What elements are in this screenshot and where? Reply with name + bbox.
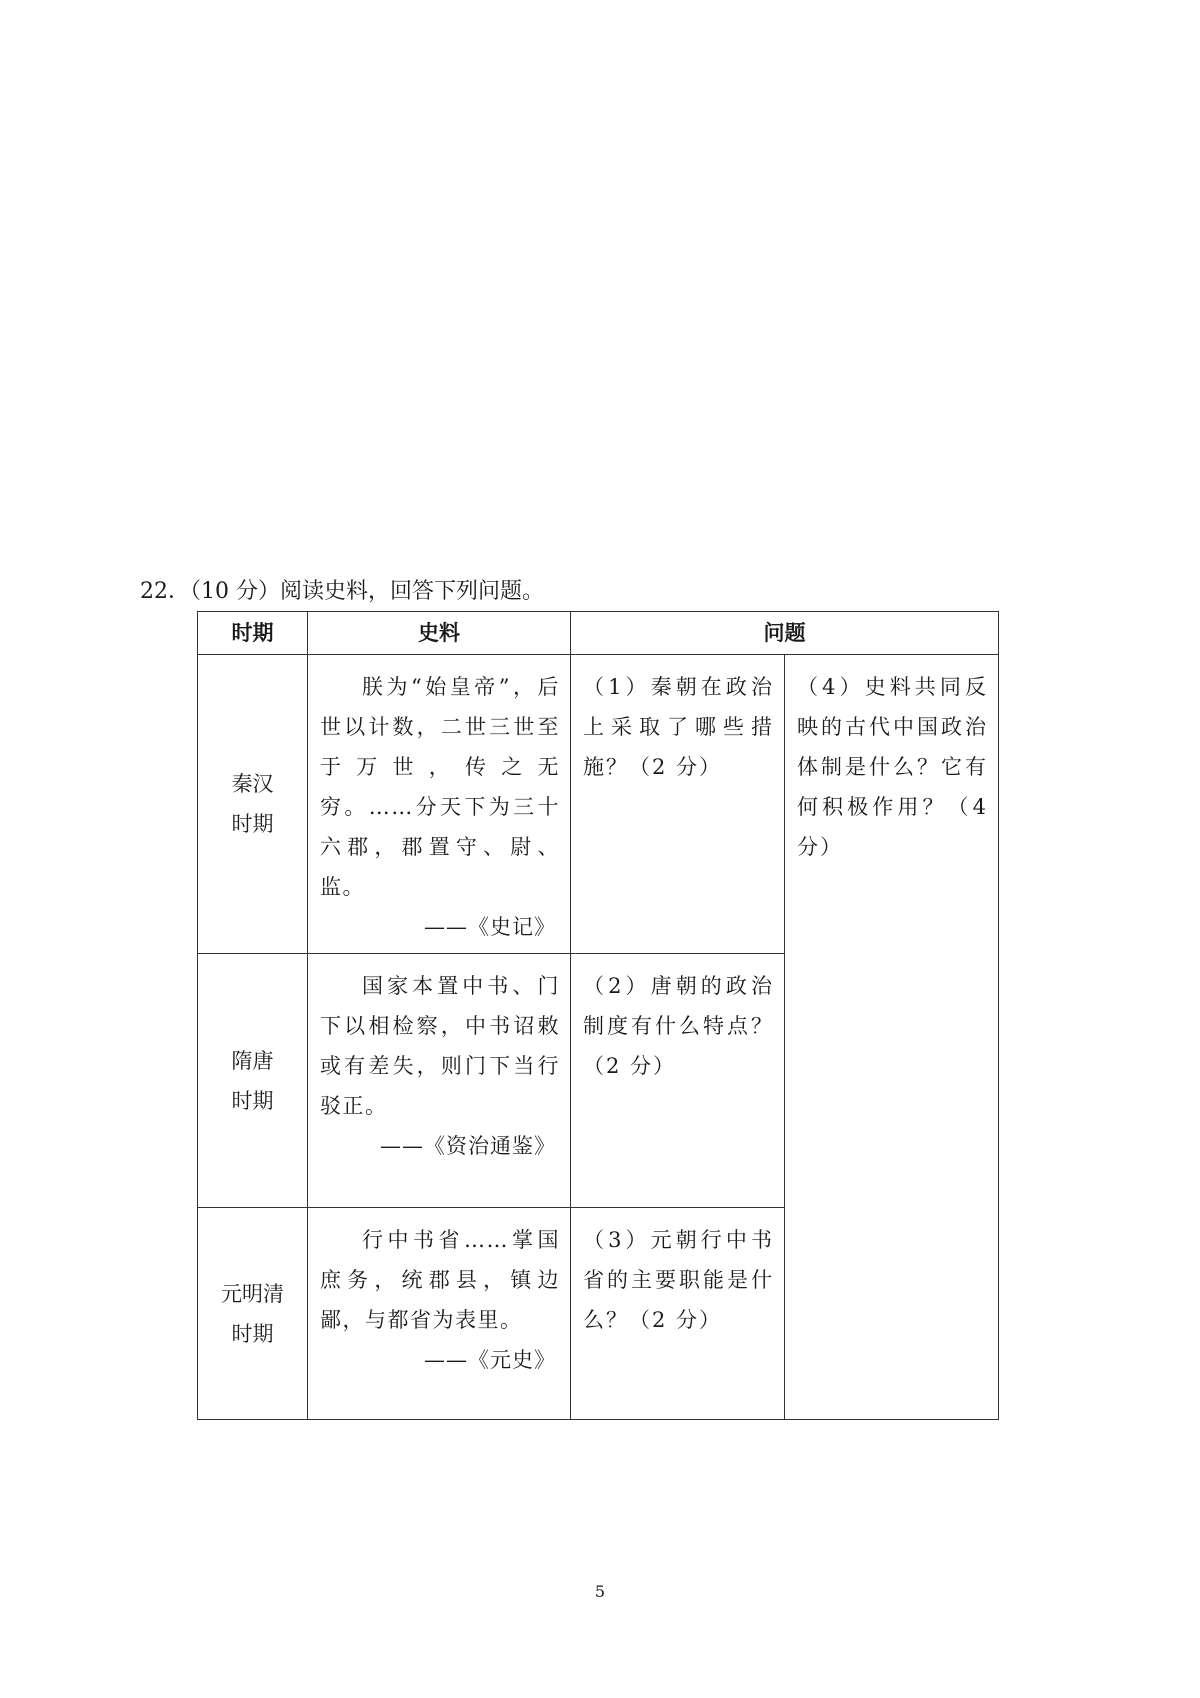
source-text: 朕为“始皇帝”，后世以计数，二世三世至于万世，传之无穷。……分天下为三十六郡，郡置守、尉、监。 (320, 675, 560, 899)
period-cell (198, 1208, 308, 1420)
table-header-row (198, 612, 999, 655)
question-stem: 22．（10 分）阅读史料，回答下列问题。 (140, 579, 544, 604)
period-label: 秦汉 (231, 772, 274, 796)
period-label: 元明清 (221, 1281, 284, 1306)
period-label: 隋唐 (231, 1048, 274, 1073)
period-cell (198, 954, 308, 1208)
period-label: 时期 (231, 1088, 274, 1113)
table-row (198, 655, 999, 954)
history-source-table (197, 611, 999, 1420)
question-cell: （1）秦朝在政治上采取了哪些措施？（2 分） (571, 655, 785, 954)
question-cell: （3）元朝行中书省的主要职能是什么？（2 分） (571, 1208, 785, 1420)
source-cell (308, 1208, 571, 1420)
source-citation: ——《资治通鉴》 (380, 1134, 556, 1158)
shared-question-cell: （4）史料共同反映的古代中国政治体制是什么？它有何积极作用？（4 分） (785, 655, 999, 1420)
source-cell (308, 655, 571, 954)
header-period: 时期 (198, 612, 308, 655)
source-cell (308, 954, 571, 1208)
source-text: 行中书省……掌国庶务，统郡县，镇边鄙，与都省为表里。 (320, 1228, 560, 1332)
source-citation: ——《元史》 (424, 1348, 556, 1372)
period-label: 时期 (231, 1321, 274, 1346)
source-text: 国家本置中书、门下以相检察，中书诏敕或有差失，则门下当行驳正。 (320, 974, 560, 1118)
period-cell (198, 655, 308, 954)
header-questions: 问题 (571, 612, 999, 655)
period-label: 时期 (231, 812, 274, 836)
question-cell: （2）唐朝的政治制度有什么特点？（2 分） (571, 954, 785, 1208)
header-source: 史料 (308, 612, 571, 655)
source-citation: ——《史记》 (424, 915, 556, 939)
page-number: 5 (594, 1582, 606, 1601)
